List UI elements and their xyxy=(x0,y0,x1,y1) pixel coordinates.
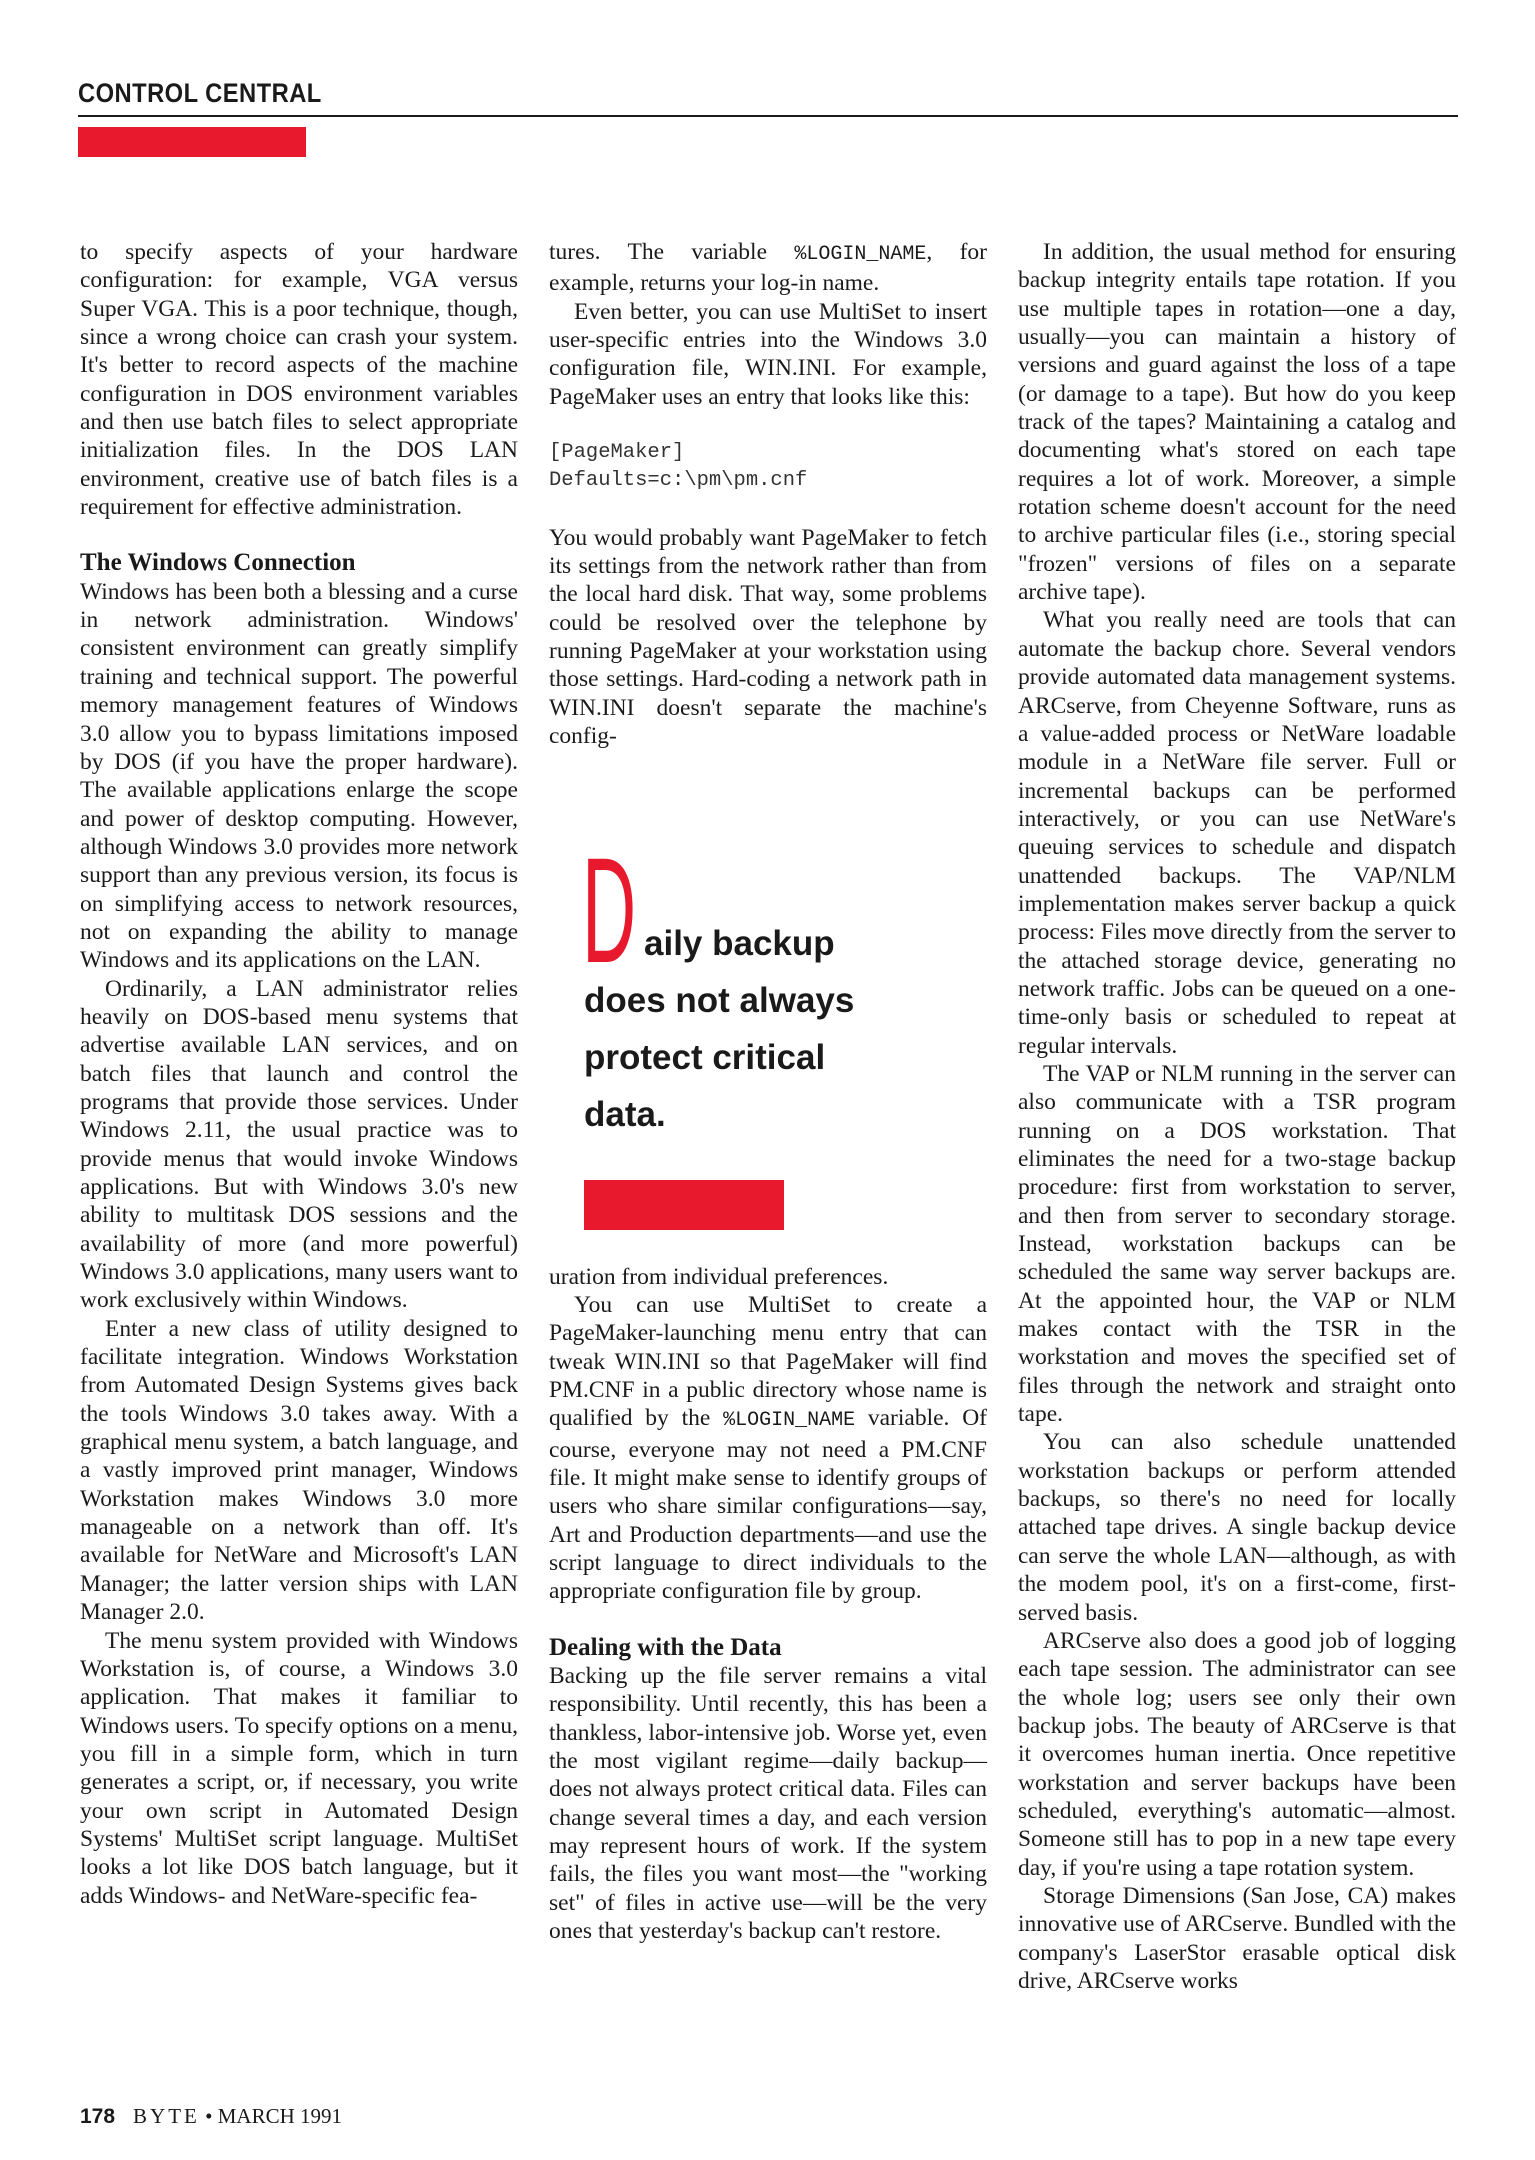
magazine-name: BYTE xyxy=(133,2104,200,2128)
subheading-dealing-with-data: Dealing with the Data xyxy=(549,1633,782,1661)
paragraph: Even better, you can use MultiSet to insert user-specific entries into the Windows 3.0 configuration file, WIN.INI. For example, PageMaker uses an entry that looks like this: xyxy=(549,298,987,410)
column-1 xyxy=(80,238,518,1910)
code-variable: %LOGIN_NAME xyxy=(794,243,927,266)
pullquote-dropcap: D xyxy=(582,826,637,994)
footer-separator: • xyxy=(205,2104,213,2128)
paragraph: Backing up the file server remains a vital responsibility. Until recently, this has been a thankless, labor-intensive job. Worse yet, even the most vigilant regime—daily backup—does not always protect critical data. Files can change several times a day, and each version may represent hours of work. If the system fails, the files you want most—the "working set" of files in active use—will be the very ones that yesterday's backup can't restore. xyxy=(549,1662,987,1945)
page-footer xyxy=(80,2104,342,2129)
paragraph: You can also schedule unattended workstation backups or perform attended backups, so there's no need for locally attached tape drives. A single backup device can serve the whole LAN—although, as with the modem pool, it's on a first-come, first-served basis. xyxy=(1018,1429,1456,1626)
issue-date: MARCH 1991 xyxy=(217,2104,343,2128)
paragraph: The menu system provided with Windows Workstation is, of course, a Windows 3.0 application. That makes it familiar to Windows users. To specify options on a menu, you fill in a simple form, which in turn generates a script, or, if necessary, you write your own script in Automated Design Systems' MultiSet script language. MultiSet looks a lot like DOS batch language, but it adds Windows- and NetWare-specific fea- xyxy=(80,1627,518,1909)
paragraph: You can use MultiSet to create a PageMaker-launching menu entry that can tweak WIN.INI so that PageMaker will find PM.CNF in a public directory whose name is qualified by the %LOGIN_NAME variable. Of course, everyone may not need a PM.CNF file. It might make sense to identify groups of users who share similar configurations—say, Art and Production departments—and use the script language to direct individuals to the appropriate configuration file by group. xyxy=(549,1291,987,1605)
section-label: CONTROL CENTRAL xyxy=(78,78,322,108)
paragraph: What you really need are tools that can automate the backup chore. Several vendors provide automated data management systems. ARCserve, from Cheyenne Software, runs as a value-added process or NetWare loadable module in a NetWare file server. Full or incremental backups can be performed interactively, or you can use NetWare's queuing services to schedule and dispatch unattended backups. The VAP/NLM implementation makes server backup a quick process: Files move directly from the server to the attached storage device, generating no network traffic. Jobs can be queued on a one-time-only basis or scheduled to repeat at regular intervals. xyxy=(1018,607,1456,1059)
header-color-tab xyxy=(78,127,306,157)
paragraph: You would probably want PageMaker to fetch its settings from the network rather than from the local hard disk. That way, some problems could be resolved over the telephone by running PageMaker at your workstation using those settings. Hard-coding a network path in WIN.INI doesn't separate the machine's config- xyxy=(549,524,987,750)
paragraph: to specify aspects of your hardware configuration: for example, VGA versus Super VGA. This is a poor technique, though, since a wrong choice can crash your system. It's better to record aspects of the machine configuration in DOS environment variables and then use batch files to select appropriate initialization files. In the DOS LAN environment, creative use of batch files is a requirement for effective administration. xyxy=(80,239,518,521)
pullquote-color-bar xyxy=(584,1180,784,1230)
pullquote-line: does not always xyxy=(584,981,855,1020)
subheading-windows-connection: The Windows Connection xyxy=(80,549,356,577)
pullquote xyxy=(584,845,964,1143)
code-line: [PageMaker] xyxy=(549,441,685,465)
pullquote-line: data. xyxy=(584,1095,666,1134)
paragraph: The VAP or NLM running in the server can also communicate with a TSR program running on a DOS workstation. That eliminates the need for a two-stage backup procedure: first from workstation to server, and then from server to secondary storage. Instead, workstation backups can be scheduled the same way server backups are. At the appointed hour, the VAP or NLM makes contact with the TSR in the workstation and moves the specified set of files through the network and straight onto tape. xyxy=(1018,1060,1456,1428)
paragraph: Storage Dimensions (San Jose, CA) makes innovative use of ARCserve. Bundled with the company's LaserStor erasable optical disk drive, ARCserve works xyxy=(1018,1882,1456,1994)
paragraph: tures. The variable %LOGIN_NAME, for example, returns your log-in name. xyxy=(549,239,988,297)
page-number: 178 xyxy=(80,2105,116,2128)
code-variable: %LOGIN_NAME xyxy=(723,1409,856,1433)
column-3 xyxy=(1018,238,1456,1995)
paragraph: Windows has been both a blessing and a curse in network administration. Windows' consistent environment can greatly simplify training and technical support. The powerful memory management features of Windows 3.0 allow you to bypass limitations imposed by DOS (if you have the proper hardware). The available applications enlarge the scope and power of desktop computing. However, although Windows 3.0 provides more network support than any previous version, its focus is on simplifying access to network resources, not on expanding the ability to manage Windows and its applications on the LAN. xyxy=(80,578,518,974)
pullquote-line: protect critical xyxy=(584,1038,826,1077)
paragraph: uration from individual preferences. xyxy=(549,1263,889,1290)
pullquote-line: aily backup xyxy=(644,924,835,963)
paragraph: Ordinarily, a LAN administrator relies heavily on DOS-based menu systems that advertise available LAN services, and on batch files that launch and control the programs that provide those services. Under Windows 2.11, the usual practice was to provide menus that would invoke Windows applications. But with Windows 3.0's new ability to multitask DOS sessions and the availability of more (and more powerful) Windows 3.0 applications, many users want to work exclusively within Windows. xyxy=(80,975,518,1314)
paragraph: Enter a new class of utility designed to facilitate integration. Windows Workstation from Automated Design Systems gives back the tools Windows 3.0 takes away. With a graphical menu system, a batch language, and a vastly improved print manager, Windows Workstation makes Windows 3.0 more manageable on a network than off. It's available for NetWare and Microsoft's LAN Manager; the latter version ships with LAN Manager 2.0. xyxy=(80,1315,518,1626)
code-line: Defaults=c:\pm\pm.cnf xyxy=(549,469,808,493)
header-rule xyxy=(78,115,1458,117)
paragraph: ARCserve also does a good job of logging each tape session. The administrator can see the whole log; users see only their own backup jobs. The beauty of ARCserve is that it overcomes human inertia. Once repetitive workstation and server backups have been scheduled, everything's automatic—almost. Someone still has to pop in a new tape every day, if you're using a tape rotation system. xyxy=(1018,1627,1456,1881)
paragraph: In addition, the usual method for ensuring backup integrity entails tape rotation. If you use multiple tapes in rotation—one a day, usually—you can maintain a history of versions and guard against the loss of a tape (or damage to a tape). But how do you keep track of the tapes? Maintaining a catalog and documenting what's stored on each tape requires a lot of work. Moreover, a simple rotation scheme doesn't account for the need to archive particular files (i.e., storing special "frozen" versions of files on a separate archive tape). xyxy=(1018,239,1456,606)
